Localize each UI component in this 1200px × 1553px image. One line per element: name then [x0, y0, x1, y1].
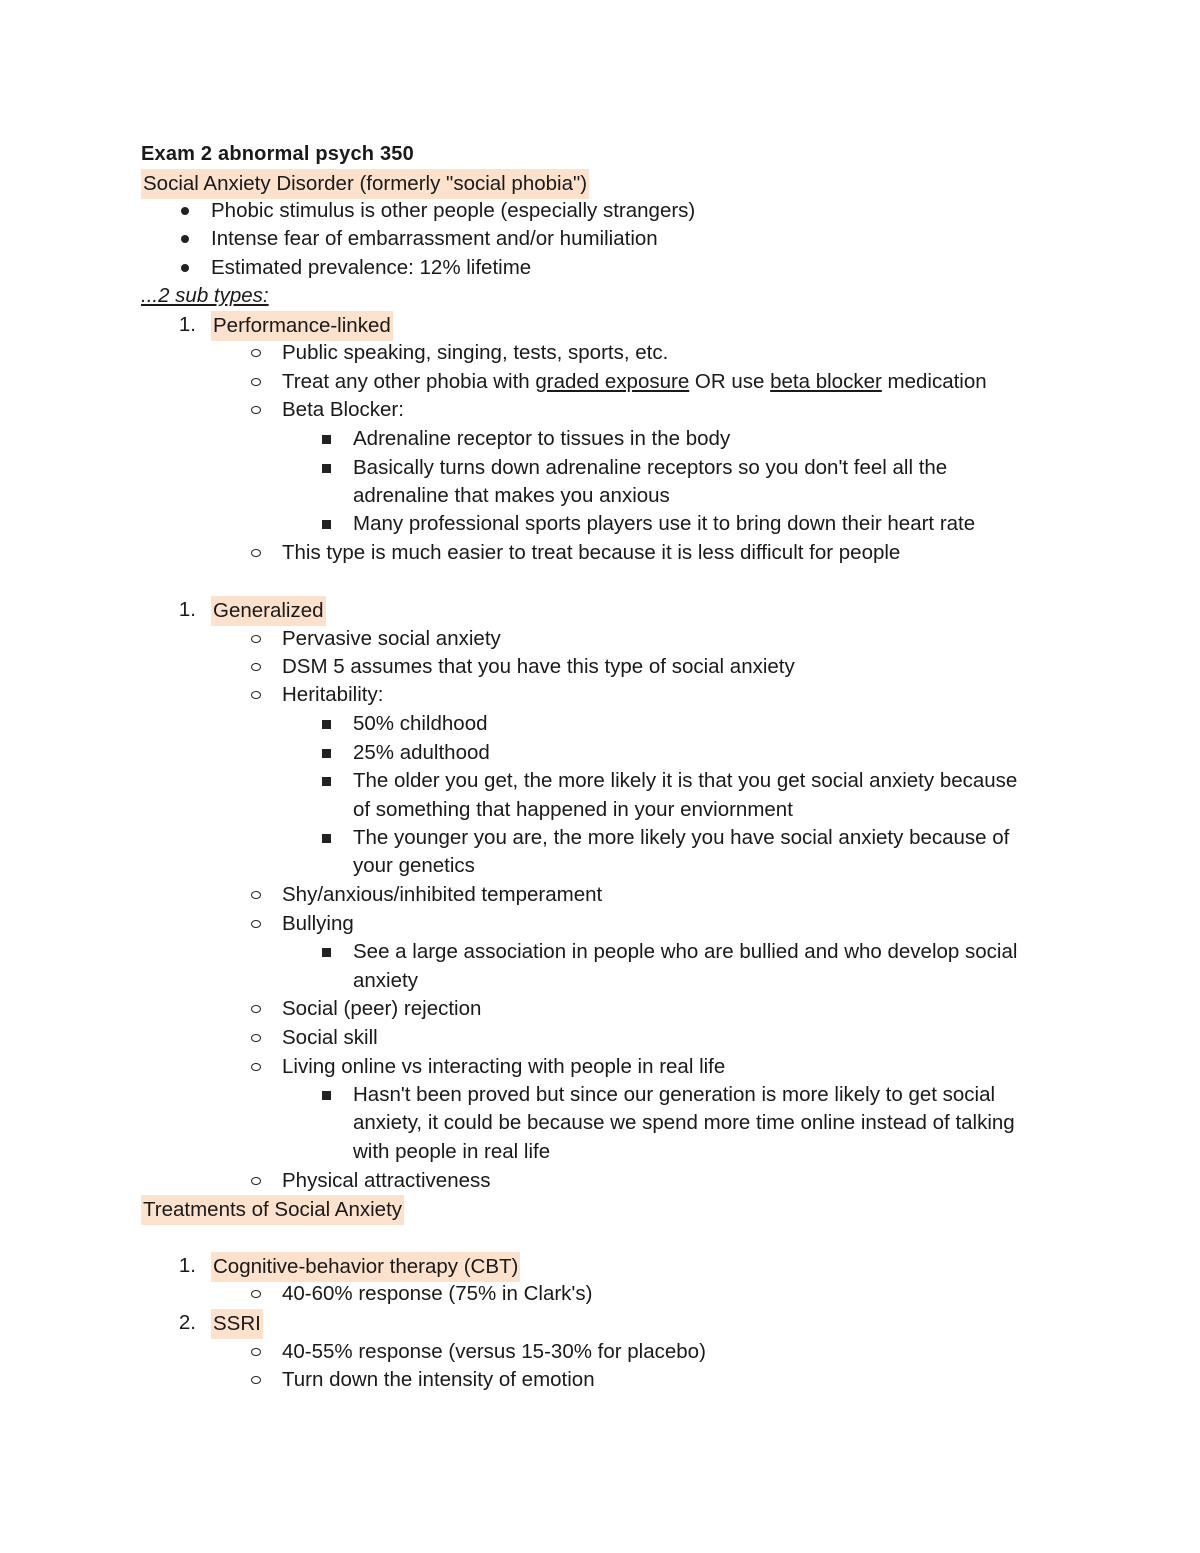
list-item: 40-60% response (75% in Clark's)	[0, 1280, 1200, 1308]
bullet-square-icon	[322, 435, 331, 444]
bullet-square-icon	[322, 948, 331, 957]
list-item: Many professional sports players use it to bring down their heart rate	[0, 510, 1200, 538]
list-item-continuation: with people in real life	[353, 1140, 551, 1163]
list-number: 2.	[178, 1311, 196, 1334]
subtype-label: Generalized	[211, 596, 326, 626]
doc-title: Exam 2 abnormal psych 350	[141, 143, 414, 165]
beta-blocker-term: beta blocker	[770, 370, 882, 393]
graded-exposure-term: graded exposure	[535, 370, 690, 393]
list-item: Adrenaline receptor to tissues in the body	[0, 425, 1200, 453]
bullet-circle-icon	[251, 1376, 261, 1384]
bullet-square-icon	[322, 720, 331, 729]
bullet-square-icon	[322, 464, 331, 473]
list-number: 1.	[178, 313, 196, 336]
bullet-circle-icon	[251, 920, 261, 928]
bullet-circle-icon	[251, 1290, 261, 1298]
list-item: Social (peer) rejection	[0, 995, 1200, 1023]
bullet-dot-icon	[181, 264, 189, 272]
list-item: Phobic stimulus is other people (especially strangers)	[0, 197, 1200, 225]
subtypes-label: ...2 sub types:	[141, 284, 269, 307]
bullet-circle-icon	[251, 549, 261, 557]
list-item: Bullying	[0, 910, 1200, 938]
bullet-circle-icon	[251, 1177, 261, 1185]
bullet-circle-icon	[251, 406, 261, 414]
treatments-heading-line	[0, 1195, 1200, 1223]
bullet-circle-icon	[251, 891, 261, 899]
list-item: See a large association in people who are bullied and who develop social	[0, 938, 1200, 966]
treatment-label: Cognitive-behavior therapy (CBT)	[211, 1252, 520, 1282]
treatments-heading: Treatments of Social Anxiety	[141, 1195, 404, 1225]
bullet-square-icon	[322, 834, 331, 843]
sad-heading: Social Anxiety Disorder (formerly "social phobia")	[141, 169, 589, 199]
bullet-square-icon	[322, 1091, 331, 1100]
list-item: 40-55% response (versus 15-30% for placebo)	[0, 1338, 1200, 1366]
list-item: Physical attractiveness	[0, 1167, 1200, 1195]
subtype-label: Performance-linked	[211, 311, 393, 341]
bullet-circle-icon	[251, 1034, 261, 1042]
list-item: Hasn't been proved but since our generation is more likely to get social	[0, 1081, 1200, 1109]
bullet-square-icon	[322, 777, 331, 786]
list-item: Estimated prevalence: 12% lifetime	[0, 254, 1200, 282]
subtypes-label-line	[0, 282, 1200, 310]
list-item: Intense fear of embarrassment and/or humiliation	[0, 225, 1200, 253]
list-number: 1.	[178, 598, 196, 621]
list-item: DSM 5 assumes that you have this type of social anxiety	[0, 653, 1200, 681]
treatment-label: SSRI	[211, 1309, 263, 1339]
bullet-circle-icon	[251, 1005, 261, 1013]
list-item: Pervasive social anxiety	[0, 625, 1200, 653]
sad-heading-line	[0, 169, 1200, 197]
list-item: Beta Blocker:	[0, 396, 1200, 424]
list-item-continuation: adrenaline that makes you anxious	[353, 484, 670, 507]
list-item: 50% childhood	[0, 710, 1200, 738]
bullet-dot-icon	[181, 207, 189, 215]
subtype-performance	[0, 311, 1200, 339]
list-item: Social skill	[0, 1024, 1200, 1052]
list-item-continuation: anxiety, it could be because we spend more time online instead of talking	[353, 1111, 1015, 1134]
bullet-circle-icon	[251, 691, 261, 699]
treatment-ssri	[0, 1309, 1200, 1337]
list-item: 25% adulthood	[0, 739, 1200, 767]
bullet-circle-icon	[251, 1348, 261, 1356]
list-item: The younger you are, the more likely you have social anxiety because of	[0, 824, 1200, 852]
list-item: Turn down the intensity of emotion	[0, 1366, 1200, 1394]
subtype-generalized	[0, 596, 1200, 624]
list-item: Living online vs interacting with people in real life	[0, 1053, 1200, 1081]
list-item-continuation: of something that happened in your enviornment	[353, 798, 793, 821]
bullet-circle-icon	[251, 663, 261, 671]
treatment-cbt	[0, 1252, 1200, 1280]
list-item-continuation: your genetics	[353, 854, 475, 877]
bullet-square-icon	[322, 520, 331, 529]
doc-title-line	[0, 140, 1200, 168]
bullet-circle-icon	[251, 1063, 261, 1071]
list-item: This type is much easier to treat because it is less difficult for people	[0, 539, 1200, 567]
list-number: 1.	[178, 1254, 196, 1277]
list-item-continuation: anxiety	[353, 969, 418, 992]
list-item: Shy/anxious/inhibited temperament	[0, 881, 1200, 909]
bullet-circle-icon	[251, 378, 261, 386]
list-item: Basically turns down adrenaline receptors so you don't feel all the	[0, 454, 1200, 482]
bullet-circle-icon	[251, 635, 261, 643]
list-item: Treat any other phobia with graded exposure OR use beta blocker medication	[0, 368, 1200, 396]
bullet-circle-icon	[251, 349, 261, 357]
list-item: Heritability:	[0, 681, 1200, 709]
bullet-dot-icon	[181, 235, 189, 243]
list-item: Public speaking, singing, tests, sports, etc.	[0, 339, 1200, 367]
bullet-square-icon	[322, 749, 331, 758]
list-item: The older you get, the more likely it is that you get social anxiety because	[0, 767, 1200, 795]
